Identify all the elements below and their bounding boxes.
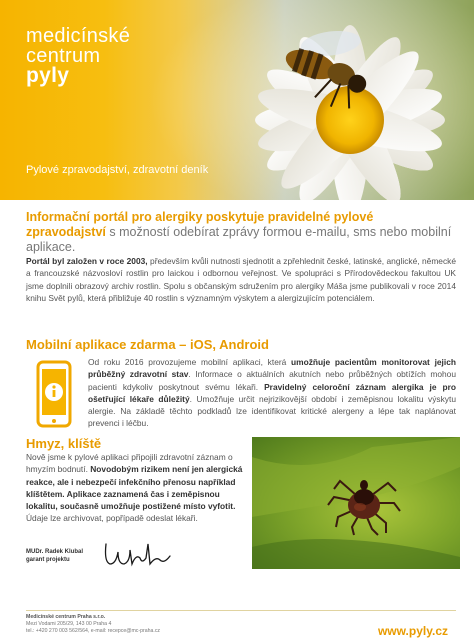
brand-logo-text <box>26 26 130 86</box>
intro-rest: s možností odebírat zprávy formou e-mailu, sms nebo mobilní aplikace. <box>26 225 452 254</box>
footer-contact: tel.: +420 270 003 562/564, e-mail: recepce@mc-praha.cz <box>26 628 161 634</box>
signature-role: garant projektu <box>26 557 70 563</box>
history-bold: Portál byl založen v roce 2003, <box>26 256 148 266</box>
mobile-phone-info-icon <box>34 360 74 430</box>
intro-paragraph <box>26 210 456 255</box>
mobile-text-2: . Informace o aktuálních akutních nebo průběžných obtížích mohou pacienti kdykoliv poskytnout svému lékaři. <box>88 369 456 392</box>
tick-illustration <box>252 437 460 569</box>
footer-org: Medicínské centrum Praha s.r.o. <box>26 614 106 620</box>
handwritten-signature <box>100 538 180 570</box>
tick-photo <box>252 437 460 569</box>
history-rest: především kvůli nutnosti sjednotit a zpřehlednit české, latinské, anglické, německé a francouzské názvosloví rostlin pro laickou i odbornou veřejnost. Ve spolupráci s Přírodovědeckou fakultou UK jsme doplnili obrazový archiv rostlin. Spolu s občanským sdružením pro alergiky Máša jsme publikovali v roce 2014 knihu Svět pylů, která přibližuje 40 rostlin s významným výskytem a alergizujícím potenciálem. <box>26 256 456 304</box>
insects-heading: Hmyz, klíště <box>26 436 102 451</box>
mobile-app-paragraph <box>88 356 456 430</box>
insects-text-1: Nově jsme k pylové aplikaci připojili zdravotní záznam o hmyzím bodnutí. <box>26 452 233 475</box>
website-link[interactable]: www.pyly.cz <box>377 624 448 638</box>
footer-address <box>26 614 160 635</box>
brand-line-2: centrum <box>26 45 101 67</box>
signature-label <box>26 548 83 564</box>
hero-subtitle: Pylové zpravodajství, zdravotní deník <box>26 164 209 176</box>
footer-divider <box>26 610 456 611</box>
intro-bold: Informační portál pro alergiky poskytuje pravidelné pylové zpravodajství <box>26 210 374 239</box>
insects-text-2: Údaje lze archivovat, popřípadě odeslat lékaři. <box>26 513 198 524</box>
mobile-app-heading: Mobilní aplikace zdarma – iOS, Android <box>26 337 269 352</box>
brand-line-1: medicínské <box>26 25 131 47</box>
mobile-text-1: Od roku 2016 provozujeme mobilní aplikaci, která <box>88 357 292 367</box>
insects-bold: Novodobým rizikem není jen alergická reakce, ale i nebezpečí infekčního přenosu například klíštětem. Aplikace zaznamená čas i zeměpisnou lokalitu, současně umožňuje postižené místo vyfotit. <box>26 464 243 512</box>
mobile-bold-2: Pravidelný celoroční záznam alergika je pro ošetřující lékaře důležitý <box>88 381 456 404</box>
mobile-bold-1: umožňuje pacientům monitorovat jejich průběžný zdravotní stav <box>88 357 456 380</box>
brand-line-3: pyly <box>26 64 70 87</box>
insects-paragraph <box>26 451 246 525</box>
hero-banner <box>0 0 474 200</box>
signature-name: MUDr. Radek Klubal <box>26 549 84 555</box>
footer-street: Mezi Vodami 205/29, 143 00 Praha 4 <box>26 621 112 627</box>
mobile-text-3: . Umožňuje určit nejrizikovější období i zeměpisnou lokalitu výskytu alergie. Na základě těchto podkladů lze identifikovat kritické alergeny a lépe tak naplánovat prevenci i léčbu. <box>88 393 456 429</box>
history-paragraph <box>26 255 456 305</box>
